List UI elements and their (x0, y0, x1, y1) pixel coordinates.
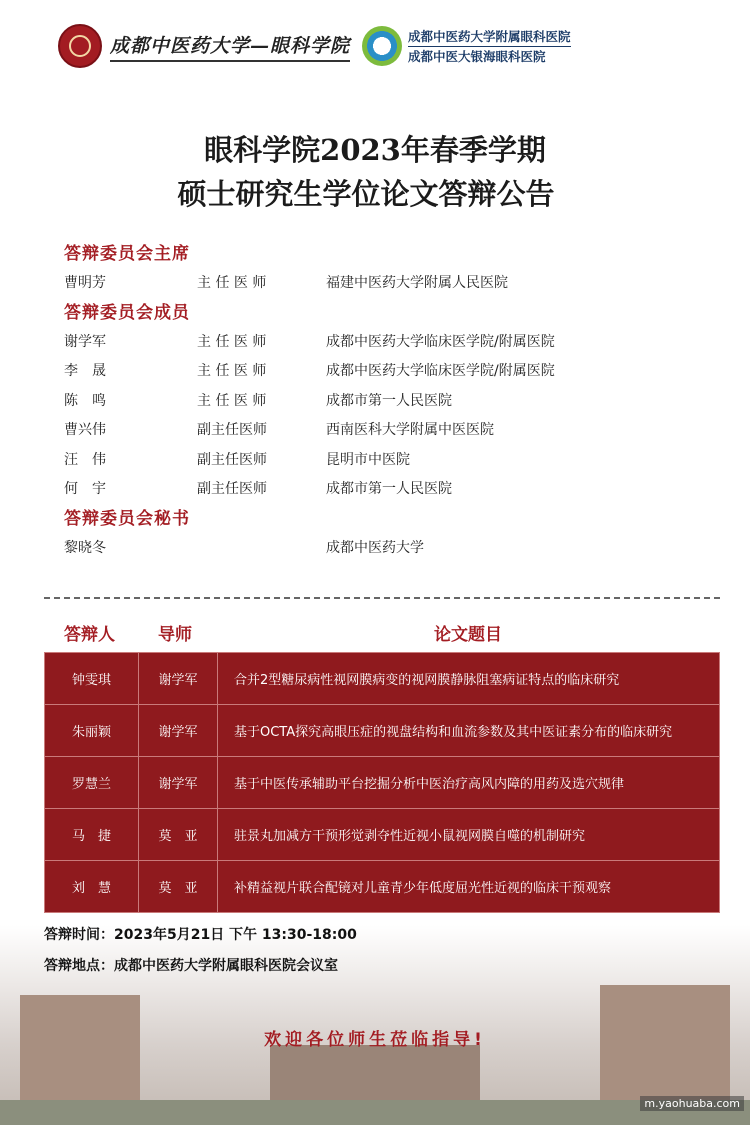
defense-table-header (44, 620, 720, 646)
defense-table (44, 652, 720, 913)
table-row (45, 809, 720, 861)
student-name: 马 捷 (45, 809, 139, 861)
student-name: 罗慧兰 (45, 757, 139, 809)
committee-member (64, 416, 684, 446)
gate-center-building (270, 1045, 480, 1100)
thesis-title: 基于OCTA探究高眼压症的视盘结构和血流参数及其中医证素分布的临床研究 (218, 705, 720, 757)
table-row (45, 705, 720, 757)
advisor-name: 谢学军 (139, 757, 218, 809)
header-thesis: 论文题目 (434, 625, 502, 645)
university-seal-icon (58, 24, 102, 68)
member-name: 黎晓冬 (64, 539, 106, 556)
committee-member (64, 357, 684, 387)
thesis-title: 基于中医传承辅助平台挖掘分析中医治疗高风内障的用药及选穴规律 (218, 757, 720, 809)
table-row (45, 757, 720, 809)
member-name: 汪 伟 (64, 451, 106, 468)
member-title: 主 任 医 师 (197, 392, 267, 409)
advisor-name: 谢学军 (139, 653, 218, 705)
thesis-title: 驻景丸加减方干预形觉剥夺性近视小鼠视网膜自噬的机制研究 (218, 809, 720, 861)
place-label: 答辩地点： (44, 958, 114, 974)
committee-member (64, 269, 684, 299)
member-title: 副主任医师 (197, 481, 267, 497)
student-name: 朱丽颖 (45, 705, 139, 757)
welcome-message: 欢迎各位师生莅临指导! (264, 1030, 486, 1050)
title-line-1: 眼科学院2023年春季学期 (204, 133, 546, 167)
advisor-name: 莫 亚 (139, 809, 218, 861)
hospital-name-secondary: 成都中医大银海眼科医院 (408, 48, 546, 64)
member-affiliation: 成都中医药大学临床医学院/附属医院 (326, 333, 555, 350)
time-label: 答辩时间： (44, 927, 114, 943)
hospital-emblem-icon (362, 26, 402, 66)
place-value: 成都中医药大学附属眼科医院会议室 (114, 958, 338, 974)
member-name: 曹明芳 (64, 275, 106, 291)
committee-member (64, 387, 684, 417)
member-affiliation: 成都中医药大学 (326, 539, 424, 556)
ground-strip (0, 1100, 750, 1125)
advisor-name: 莫 亚 (139, 861, 218, 913)
member-name: 谢学军 (64, 333, 106, 350)
thesis-title: 补精益视片联合配镜对儿童青少年低度屈光性近视的临床干预观察 (218, 861, 720, 913)
table-row (45, 861, 720, 913)
chair-heading: 答辩委员会主席 (64, 244, 190, 264)
header-advisor: 导师 (158, 625, 192, 645)
thesis-title: 合并2型糖尿病性视网膜病变的视网膜静脉阻塞病证特点的临床研究 (218, 653, 720, 705)
defense-place (44, 955, 338, 975)
member-affiliation: 成都市第一人民医院 (326, 481, 452, 497)
member-name: 陈 鸣 (64, 392, 106, 409)
dashed-divider (44, 597, 720, 599)
student-name: 刘 慧 (45, 861, 139, 913)
header (58, 22, 730, 78)
college-logo (58, 24, 350, 68)
title-line-2: 硕士研究生学位论文答辩公告 (177, 177, 555, 211)
defense-time (44, 924, 357, 944)
member-name: 何 宇 (64, 481, 106, 497)
member-name: 曹兴伟 (64, 422, 106, 438)
member-affiliation: 昆明市中医院 (326, 451, 410, 468)
time-value: 2023年5月21日 下午 13:30-18:00 (114, 927, 357, 943)
member-affiliation: 成都市第一人民医院 (326, 392, 452, 409)
advisor-name: 谢学军 (139, 705, 218, 757)
member-name: 李 晟 (64, 363, 106, 379)
members-heading: 答辩委员会成员 (64, 302, 190, 323)
site-watermark: m.yaohuaba.com (640, 1096, 744, 1111)
student-name: 钟雯琪 (45, 653, 139, 705)
college-name: 成都中医药大学—眼科学院 (110, 31, 350, 62)
member-affiliation: 福建中医药大学附属人民医院 (326, 275, 508, 291)
header-student: 答辩人 (64, 625, 115, 645)
member-title: 副主任医师 (197, 422, 267, 438)
committee-member (64, 534, 684, 564)
secretary-heading: 答辩委员会秘书 (64, 508, 190, 529)
member-title: 主 任 医 师 (197, 333, 267, 350)
announcement-title (0, 128, 750, 216)
hospital-logo (362, 26, 571, 66)
member-affiliation: 西南医科大学附属中医医院 (326, 422, 494, 438)
committee-member (64, 446, 684, 476)
table-row (45, 653, 720, 705)
member-affiliation: 成都中医药大学临床医学院/附属医院 (326, 363, 555, 379)
committee-section (64, 240, 684, 563)
committee-member (64, 328, 684, 358)
hospital-name-primary: 成都中医药大学附属眼科医院 (408, 27, 571, 47)
member-title: 副主任医师 (197, 451, 267, 468)
member-title: 主 任 医 师 (197, 363, 267, 379)
committee-member (64, 475, 684, 505)
member-title: 主 任 医 师 (197, 275, 267, 291)
